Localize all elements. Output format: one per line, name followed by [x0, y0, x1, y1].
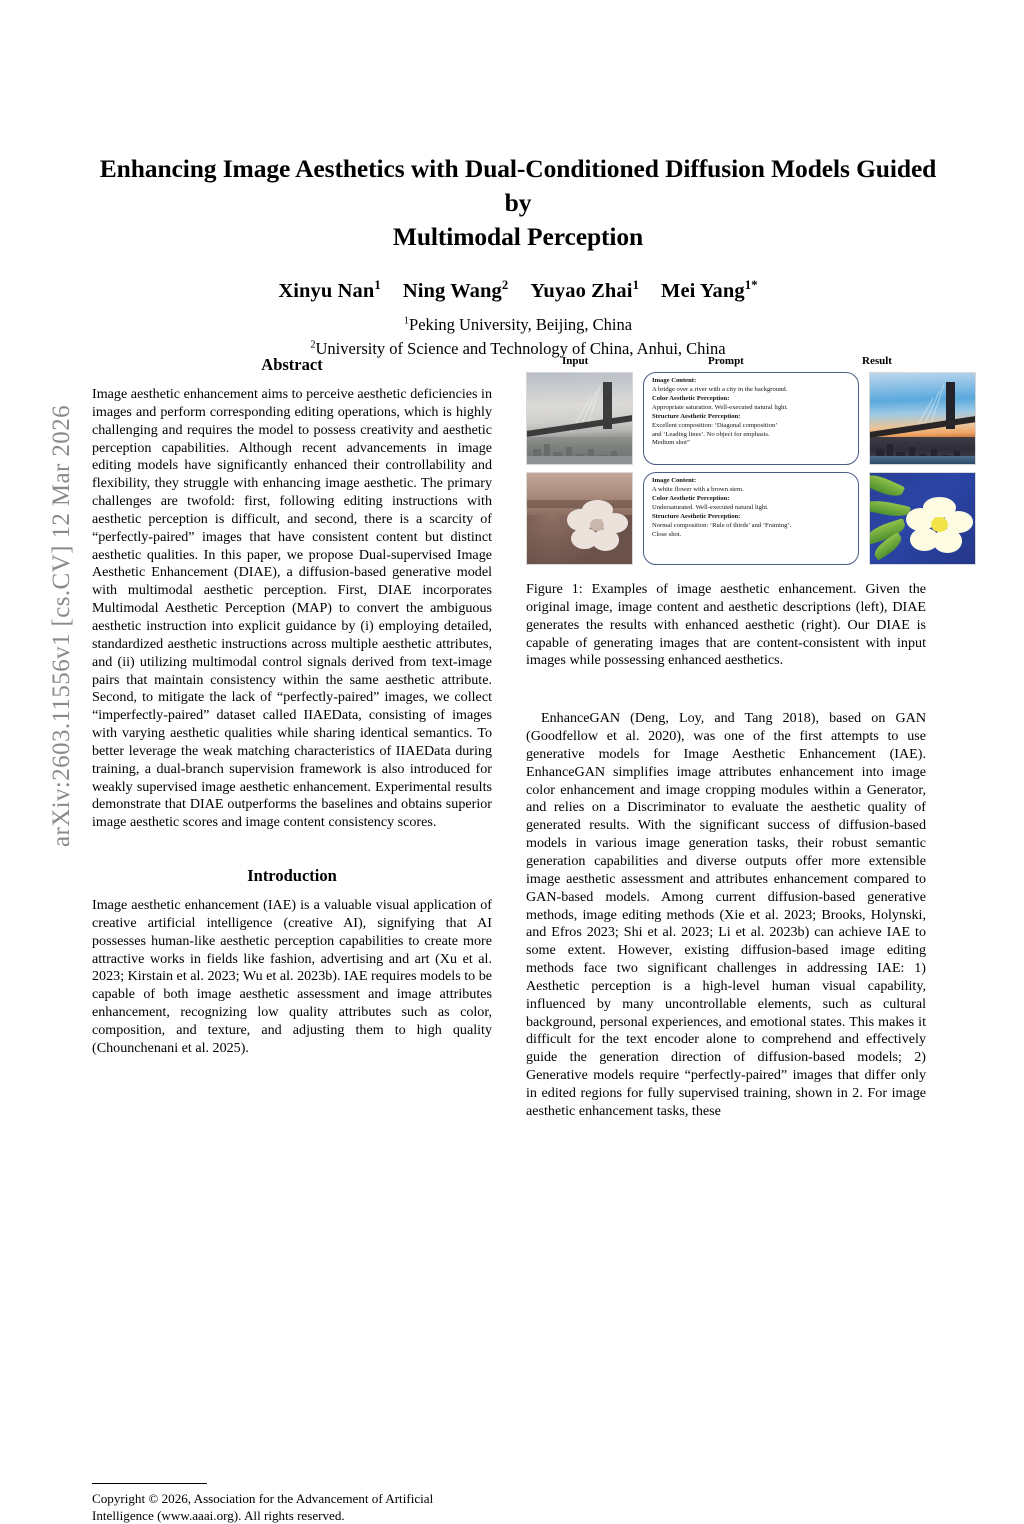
figure-column-headers [526, 355, 941, 372]
author-3 [530, 280, 639, 302]
prompt-label-structure-aesthetic: Structure Aesthetic Perception: [652, 512, 741, 520]
footnote-rule [92, 1483, 207, 1484]
result-image-bridge [869, 372, 976, 465]
author-list [92, 278, 944, 303]
author-3-name: Yuyao Zhai [530, 280, 633, 303]
prompt-box-bridge [643, 372, 859, 465]
prompt-value-structure-line-1: Excellent composition: ‘Diagonal composition’ [652, 421, 778, 429]
author-4 [661, 280, 758, 302]
author-2-name: Ning Wang [402, 280, 502, 303]
arxiv-stamp: arXiv:2603.11556v1 [cs.CV] 12 Mar 2026 [48, 405, 75, 847]
figure-header-prompt: Prompt [708, 355, 744, 367]
affiliation-1-text: Peking University, Beijing, China [409, 315, 633, 335]
affiliation-1 [92, 313, 944, 336]
figure-header-result: Result [862, 355, 892, 367]
footnote-text: Copyright © 2026, Association for the Advancement of Artificial Intelligence (www.aaai.org). All rights reserved. [92, 1491, 434, 1524]
author-1-name: Xinyu Nan [278, 280, 375, 303]
page-title [92, 152, 944, 254]
author-4-name: Mei Yang [661, 280, 745, 303]
prompt-value-color-aesthetic: Undersaturated. Well-executed natural light. [652, 503, 769, 511]
result-image-flower [869, 472, 976, 565]
left-column [92, 355, 492, 1524]
prompt-value-structure-line-3: Medium shot” [652, 439, 690, 447]
affiliation-list [92, 313, 944, 360]
prompt-value-structure-line-2: and ‘Leading lines’. No object for emphasis. [652, 430, 770, 438]
prompt-label-color-aesthetic: Color Aesthetic Perception: [652, 394, 730, 402]
figure-row-flower [526, 472, 941, 565]
input-image-flower [526, 472, 633, 565]
prompt-value-image-content: A white flower with a brown stem. [652, 485, 744, 493]
introduction-paragraph-1: Image aesthetic enhancement (IAE) is a valuable visual application of creative artificial intelligence (creative AI), signifying that AI possesses human-like aesthetic perception capabilities to create more attractive works in fields like fashion, advertising and art (Xu et al. 2023; Kirstain et al. 2023; Wu et al. 2023b). IAE requires models to be capable of both image aesthetic assessment and image attributes enhancement, recognizing low quality attributes such as color, composition, and texture, and adjusting them to high quality (Chounchenani et al. 2025). [92, 897, 492, 1056]
introduction-paragraph-2: EnhanceGAN (Deng, Loy, and Tang 2018), based on GAN (Goodfellow et al. 2020), was one of the first attempts to use generative models for Image Aesthetic Enhancement (IAE). EnhanceGAN simplifies image attributes enhancement into image color enhancement and image cropping modules within a Generator, and relies on a Discriminator to evaluate the aesthetic quality of generated results. With the significant success of diffusion-based models in various image generation tasks, their robust semantic generation capabilities and diverse outputs offer more extensible image aesthetic assessment and attributes enhancement compared to GAN-based models. Among current diffusion-based generative methods, image editing methods (Xie et al. 2023; Brooks, Holynski, and Efros 2023; Shi et al. 2023; Li et al. 2023b) can achieve IAE to some extent. However, existing diffusion-based image editing methods face two significant challenges in addressing IAE: 1) Aesthetic perception is a high-level human visual capability, influenced by many uncontrollable elements, such as cultural background, personal experiences, and emotional states. This makes it difficult for the text encoder alone to comprehend and effectively guide the generation direction of diffusion-based models; 2) Generative models require “perfectly-paired” images that differ only in edited regions for fully supervised training, shown in 2. For image aesthetic enhancement tasks, these [526, 710, 926, 1119]
abstract-text: Image aesthetic enhancement aims to perceive aesthetic deficiencies in images and perform corresponding editing operations, which is highly challenging and requires the model to possess creativity and aesthetic perception capabilities. Although recent advancements in image editing models have significantly enhanced their controllability and flexibility, they struggle with enhancing image aesthetic. The primary challenges are twofold: first, following editing instructions with aesthetic perception is difficult, and second, there is a scarcity of “perfectly-paired” images that have consistent content but distinct aesthetic qualities. In this paper, we propose Dual-supervised Image Aesthetic Enhancement (DIAE), a diffusion-based generative model with multimodal aesthetic perception. First, DIAE incorporates Multimodal Aesthetic Perception (MAP) to convert the ambiguous aesthetic instruction into explicit guidance by (i) employing detailed, standardized aesthetic instructions across multiple aesthetic attributes, and (ii) utilizing multimodal control signals derived from text-image pairs that maintain consistency within the same aesthetic attribute. Second, to mitigate the lack of “perfectly-paired” images, we collect “imperfectly-paired” dataset called IIAEData, consisting of images with varying aesthetic qualities while sharing identical semantics. To better leverage the weak matching characteristics of IIAEData during training, a dual-branch supervision framework is also introduced for weakly supervised image aesthetic enhancement. Experimental results demonstrate that DIAE outperforms the baselines and obtains superior image aesthetic scores and image content consistency scores. [92, 386, 492, 831]
right-column [526, 355, 926, 1121]
copyright-footnote [92, 1483, 492, 1524]
author-4-affil-marker: 1* [744, 278, 758, 293]
affiliation-2-text: University of Science and Technology of China, Anhui, China [315, 338, 726, 358]
prompt-label-image-content: Image Content: [652, 477, 697, 484]
prompt-box-flower [643, 472, 859, 565]
paper-page [92, 0, 944, 1524]
figure-caption: Figure 1: Examples of image aesthetic enhancement. Given the original image, image content and aesthetic descriptions (left), DIAE generates the results with enhanced aesthetic (right). Our DIAE is capable of generating images that are content-consistent with input images while possessing enhanced aesthetics. [526, 581, 926, 669]
input-image-bridge [526, 372, 633, 465]
prompt-value-image-content: A bridge over a river with a city in the background. [652, 385, 788, 393]
abstract-heading: Abstract [261, 355, 323, 374]
prompt-value-structure-line-1: Normal composition: ‘Rule of thirds’ and ‘Framing’. [652, 521, 792, 529]
prompt-label-structure-aesthetic: Structure Aesthetic Perception: [652, 412, 741, 420]
prompt-label-color-aesthetic: Color Aesthetic Perception: [652, 494, 730, 502]
author-1-affil-marker: 1 [374, 278, 381, 293]
author-2 [403, 280, 509, 302]
figure-header-input: Input [562, 355, 589, 367]
figure-row-bridge [526, 372, 941, 465]
affiliation-1-marker: 1 [403, 315, 410, 327]
author-2-affil-marker: 2 [501, 278, 509, 293]
prompt-value-color-aesthetic: Appropriate saturation. Well-executed natural light. [652, 403, 788, 411]
prompt-label-image-content: Image Content: [652, 377, 697, 384]
figure-1 [526, 355, 941, 670]
prompt-value-structure-line-2: Close shot. [652, 530, 682, 538]
title-line-2: Multimodal Perception [392, 222, 644, 252]
author-3-affil-marker: 1 [632, 278, 640, 293]
affiliation-2-marker: 2 [310, 339, 316, 351]
title-line-1: Enhancing Image Aesthetics with Dual-Conditioned Diffusion Models Guided by [99, 154, 937, 218]
author-1 [278, 280, 381, 302]
introduction-heading: Introduction [247, 866, 337, 886]
